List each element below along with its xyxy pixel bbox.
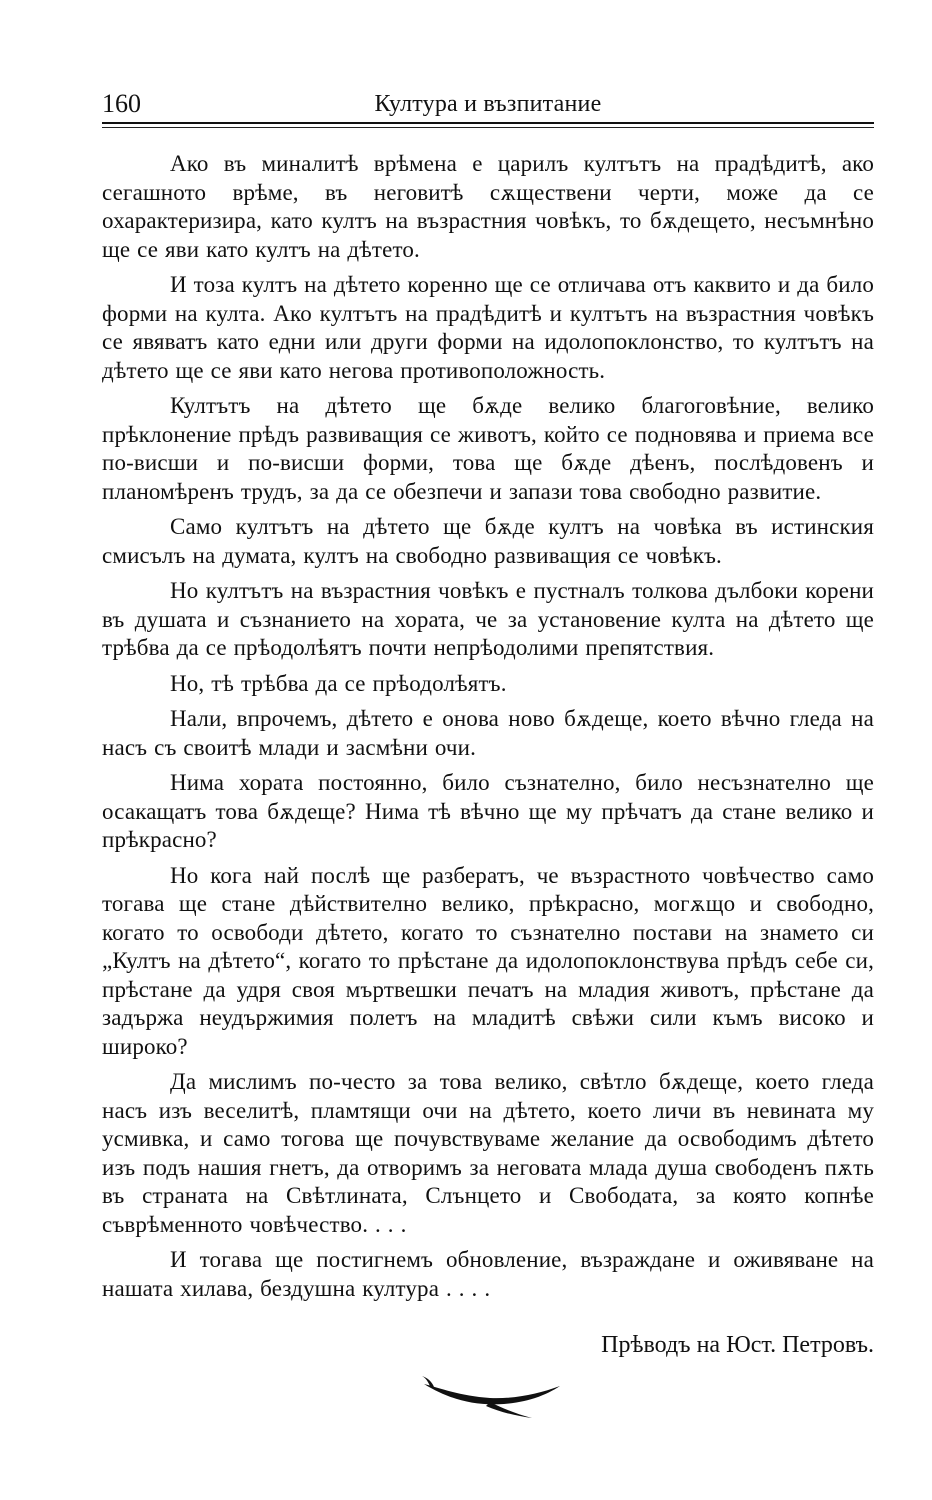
paragraph: Да мислимъ по-често за това велико, свѣтло бѫдеще, което гледа насъ изъ веселитѣ, пламтящи очи на дѣтето, което личи въ невината му усмивка, и само тогова ще почувствуваме желание да освободимъ дѣтето изъ подъ нашия гнетъ, да отворимъ за неговата млада душа свободенъ пѫть въ страната на Свѣтлината, Слънцето и Свободата, за която копнѣе съврѣменното човѣчество. . . . <box>102 1069 874 1237</box>
paragraph: Но кога най послѣ ще разбератъ, че възрастното човѣчество само тогава ще стане дѣйствително велико, прѣкрасно, могѫщо и свободно, когато то освободи дѣтето, когато то съзнателно постави на знамето си „Култъ на дѣтето“, когато то прѣстане да идолопоклонствува прѣдъ себе си, прѣстане да удря своя мъртвешки печатъ на младия животъ, прѣстане да задържа неудържимия полетъ на младитѣ свѣжи сили къмъ високо и широко? <box>102 862 874 1059</box>
paragraph: Само култътъ на дѣтето ще бѫде култъ на човѣка въ истинския смисълъ на думата, култъ на свободно развиващия се човѣкъ. <box>102 514 874 568</box>
header-rule <box>102 122 874 124</box>
page-number: 160 <box>102 89 141 118</box>
running-head <box>102 86 874 122</box>
running-title: Култура и възпитание <box>374 91 602 117</box>
translator-signature: Прѣводъ на Юст. Петровъ. <box>601 1332 874 1358</box>
paragraph: И тогава ще постигнемъ обновление, възраждане и оживяване на нашата хилава, бездушна култура . . . . <box>102 1247 874 1301</box>
body-text <box>102 150 874 1310</box>
paragraph: Нали, впрочемъ, дѣтето е онова ново бѫдеще, което вѣчно гледа на насъ съ своитѣ млади и засмѣни очи. <box>102 706 874 760</box>
paragraph: И тоза култъ на дѣтето коренно ще се отличава отъ каквито и да било форми на култа. Ако култътъ на прадѣдитѣ и култътъ на възрастния човѣкъ се явяватъ като едни или други форми на идолопоклонство, то култътъ на дѣтето ще се яви като негова противоположность. <box>102 272 874 383</box>
paragraph: Ако въ миналитѣ врѣмена е царилъ култътъ на прадѣдитѣ, ако сегашното врѣме, въ неговитѣ сѫществени черти, може да се охарактеризира, като култъ на възрастния човѣкъ, то бѫдещето, несъмнѣно ще се яви като култъ на дѣтето. <box>102 151 874 262</box>
paragraph: Култътъ на дѣтето ще бѫде велико благоговѣние, велико прѣклонение прѣдъ развиващия се животъ, който се подновява и приема все по-висши и по-висши форми, това ще бѫде дѣенъ, послѣдовенъ и планомѣренъ трудъ, за да се обезпечи и запази това свободно развитие. <box>102 393 874 504</box>
paragraph: Нима хората постоянно, било съзнателно, било несъзнателно ще осакащатъ това бѫдеще? Нима тѣ вѣчно ще му прѣчатъ да стане велико и прѣкрасно? <box>102 770 874 852</box>
header-rule-thin <box>102 127 874 128</box>
paragraph: Но, тѣ трѣбва да се прѣодолѣятъ. <box>170 670 507 696</box>
paragraph: Но култътъ на възрастния човѣкъ е пустналъ толкова дълбоки корени въ душата и съзнанието на хората, че за установение култа на дѣтето ще трѣбва да се прѣодолѣятъ почти непрѣодолими препятствия. <box>102 578 874 660</box>
leaf-flourish-icon <box>420 1372 564 1420</box>
